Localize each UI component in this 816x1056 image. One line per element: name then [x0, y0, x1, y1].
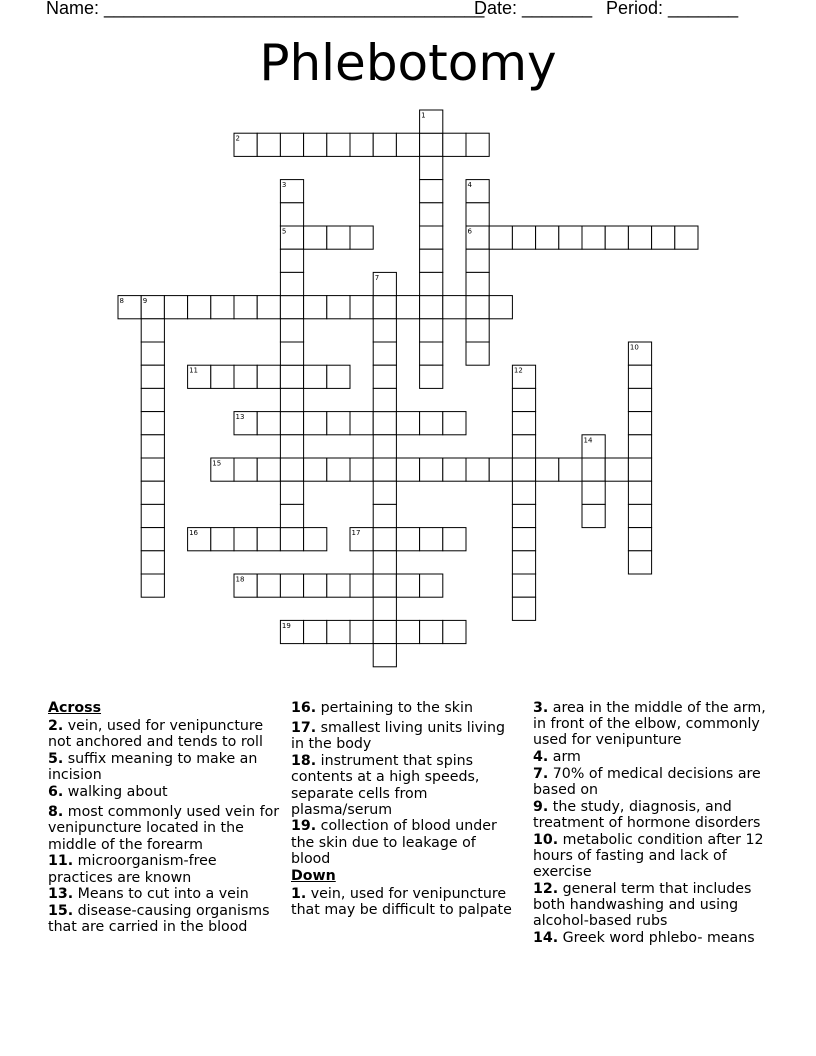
grid-cell[interactable] [280, 342, 303, 365]
grid-cell[interactable] [280, 458, 303, 481]
grid-cell[interactable] [327, 133, 350, 156]
grid-cell[interactable] [141, 551, 164, 574]
grid-cell[interactable] [304, 412, 327, 435]
grid-cell[interactable] [489, 226, 512, 249]
grid-cell[interactable] [628, 458, 651, 481]
grid-cell[interactable] [443, 133, 466, 156]
grid-cell[interactable] [257, 133, 280, 156]
grid-cell[interactable] [327, 296, 350, 319]
grid-cell[interactable] [280, 574, 303, 597]
grid-cell[interactable] [396, 620, 419, 643]
grid-cell[interactable] [280, 504, 303, 527]
clue-across-2: 2. vein, used for venipuncture not anchored and tends to roll [48, 718, 264, 751]
grid-cell[interactable] [350, 133, 373, 156]
grid-cell[interactable] [234, 528, 257, 551]
grid-cell[interactable] [396, 412, 419, 435]
grid-cell[interactable] [536, 458, 559, 481]
grid-clue-number: 8 [119, 297, 124, 306]
grid-cell[interactable] [141, 319, 164, 342]
grid-cell[interactable] [327, 620, 350, 643]
grid-cell[interactable] [512, 481, 535, 504]
grid-clue-number: 10 [629, 343, 639, 352]
grid-cell[interactable] [350, 458, 373, 481]
grid-clue-number: 9 [142, 297, 148, 306]
grid-cell[interactable] [443, 458, 466, 481]
grid-cell[interactable] [280, 203, 303, 226]
clue-column-2 [291, 700, 517, 919]
grid-cell[interactable] [257, 574, 280, 597]
grid-cell[interactable] [466, 342, 489, 365]
grid-cell[interactable] [420, 203, 443, 226]
grid-cell[interactable] [420, 156, 443, 179]
grid-cell[interactable] [373, 574, 396, 597]
grid-cell[interactable] [420, 458, 443, 481]
clue-down-10: 10. metabolic condition after 12 hours of fasting and lack of exercise [533, 831, 764, 881]
grid-cell[interactable] [420, 365, 443, 388]
grid-cell[interactable] [396, 528, 419, 551]
grid-cell[interactable] [327, 226, 350, 249]
grid-cell[interactable] [582, 226, 605, 249]
grid-cell[interactable] [466, 203, 489, 226]
page-title: Phlebotomy [259, 34, 557, 92]
grid-cell[interactable] [373, 458, 396, 481]
grid-clue-number: 15 [212, 459, 222, 468]
grid-cell[interactable] [443, 296, 466, 319]
grid-cell[interactable] [420, 180, 443, 203]
grid-cell[interactable] [211, 296, 234, 319]
grid-cell[interactable] [373, 388, 396, 411]
grid-cell[interactable] [420, 249, 443, 272]
grid-clue-number: 12 [513, 366, 523, 375]
clue-down-4: 4. arm [533, 749, 581, 766]
grid-cell[interactable] [536, 226, 559, 249]
grid-cell[interactable] [141, 528, 164, 551]
grid-clue-number: 5 [281, 227, 287, 236]
down-heading: Down [291, 867, 336, 884]
grid-cell[interactable] [280, 296, 303, 319]
grid-cell[interactable] [257, 365, 280, 388]
grid-cell[interactable] [396, 458, 419, 481]
grid-cell[interactable] [582, 481, 605, 504]
grid-cell[interactable] [559, 458, 582, 481]
clue-across-15: 15. disease-causing organisms that are carried in the blood [48, 902, 270, 936]
grid-cell[interactable] [373, 504, 396, 527]
grid-cell[interactable] [234, 296, 257, 319]
grid-cell[interactable] [420, 133, 443, 156]
grid-cell[interactable] [628, 481, 651, 504]
grid-cell[interactable] [234, 458, 257, 481]
clue-column-3 [533, 700, 773, 947]
grid-cell[interactable] [280, 412, 303, 435]
grid-cell[interactable] [466, 296, 489, 319]
grid-cell[interactable] [420, 342, 443, 365]
grid-cell[interactable] [443, 620, 466, 643]
grid-cell[interactable] [443, 412, 466, 435]
grid-cell[interactable] [396, 296, 419, 319]
grid-cell[interactable] [280, 319, 303, 342]
clue-down-12: 12. general term that includes both handwashing and using alcohol-based rubs [533, 880, 752, 930]
clue-down-9: 9. the study, diagnosis, and treatment of hormone disorders [533, 798, 761, 831]
grid-cell[interactable] [373, 481, 396, 504]
grid-cell[interactable] [188, 296, 211, 319]
grid-cell[interactable] [652, 226, 675, 249]
grid-cell[interactable] [141, 481, 164, 504]
grid-clue-number: 3 [281, 181, 287, 190]
clue-across-6: 6. walking about [48, 784, 168, 801]
grid-cell[interactable] [327, 574, 350, 597]
name-field[interactable]: Name: ______________________________________ [46, 0, 485, 18]
grid-cell[interactable] [304, 458, 327, 481]
grid-cell[interactable] [628, 226, 651, 249]
grid-cell[interactable] [582, 458, 605, 481]
grid-cell[interactable] [512, 435, 535, 458]
grid-cell[interactable] [466, 249, 489, 272]
grid-cell[interactable] [373, 365, 396, 388]
grid-cell[interactable] [211, 528, 234, 551]
grid-cell[interactable] [512, 528, 535, 551]
grid-cell[interactable] [373, 412, 396, 435]
grid-cell[interactable] [420, 620, 443, 643]
grid-cell[interactable] [512, 551, 535, 574]
grid-cell[interactable] [304, 574, 327, 597]
grid-cell[interactable] [280, 388, 303, 411]
grid-cell[interactable] [327, 412, 350, 435]
grid-cell[interactable] [373, 319, 396, 342]
grid-cell[interactable] [257, 412, 280, 435]
grid-cell[interactable] [304, 133, 327, 156]
grid-cell[interactable] [280, 435, 303, 458]
grid-cell[interactable] [257, 528, 280, 551]
grid-cell[interactable] [141, 365, 164, 388]
grid-cell[interactable] [280, 249, 303, 272]
grid-cell[interactable] [605, 226, 628, 249]
grid-cell[interactable] [466, 458, 489, 481]
grid-cell[interactable] [512, 597, 535, 620]
grid-clue-number: 18 [235, 575, 245, 584]
grid-cell[interactable] [327, 365, 350, 388]
grid-cell[interactable] [675, 226, 698, 249]
grid-cell[interactable] [512, 504, 535, 527]
grid-cell[interactable] [141, 504, 164, 527]
grid-cell[interactable] [141, 412, 164, 435]
grid-cell[interactable] [350, 296, 373, 319]
grid-cell[interactable] [373, 528, 396, 551]
grid-cell[interactable] [420, 226, 443, 249]
grid-clue-number: 1 [421, 111, 426, 120]
grid-cell[interactable] [420, 574, 443, 597]
grid-cell[interactable] [373, 296, 396, 319]
grid-cell[interactable] [327, 458, 350, 481]
grid-cell[interactable] [280, 528, 303, 551]
grid-cell[interactable] [304, 528, 327, 551]
grid-cell[interactable] [420, 319, 443, 342]
grid-cell[interactable] [304, 365, 327, 388]
grid-cell[interactable] [280, 133, 303, 156]
clue-column-1 [48, 700, 280, 936]
period-field[interactable]: Period: _______ [606, 0, 739, 18]
grid-cell[interactable] [141, 388, 164, 411]
grid-cell[interactable] [373, 597, 396, 620]
grid-cell[interactable] [420, 296, 443, 319]
grid-cell[interactable] [512, 226, 535, 249]
across-heading: Across [48, 700, 102, 716]
grid-cell[interactable] [628, 551, 651, 574]
grid-cell[interactable] [141, 458, 164, 481]
grid-cell[interactable] [420, 412, 443, 435]
grid-cell[interactable] [582, 504, 605, 527]
grid-cell[interactable] [141, 574, 164, 597]
grid-cell[interactable] [350, 574, 373, 597]
grid-cell[interactable] [628, 388, 651, 411]
grid-cell[interactable] [628, 504, 651, 527]
clue-across-5: 5. suffix meaning to make an incision [48, 751, 258, 784]
clue-across-8: 8. most commonly used vein for venipuncture located in the middle of the forearm [48, 804, 280, 853]
grid-cell[interactable] [512, 574, 535, 597]
grid-cell[interactable] [350, 226, 373, 249]
clue-across-11: 11. microorganism-free practices are known [48, 853, 217, 886]
grid-cell[interactable] [396, 574, 419, 597]
grid-cell[interactable] [420, 528, 443, 551]
grid-cell[interactable] [605, 458, 628, 481]
grid-cell[interactable] [628, 412, 651, 435]
grid-cell[interactable] [280, 481, 303, 504]
grid-cell[interactable] [512, 388, 535, 411]
grid-cell[interactable] [141, 342, 164, 365]
clue-down-14: 14. Greek word phlebo- means [533, 929, 755, 946]
grid-cell[interactable] [512, 412, 535, 435]
grid-cell[interactable] [164, 296, 187, 319]
grid-cell[interactable] [373, 644, 396, 667]
grid-cell[interactable] [234, 365, 257, 388]
clue-across-19: 19. collection of blood under the skin due to leakage of blood [291, 818, 497, 867]
grid-cell[interactable] [373, 133, 396, 156]
grid-clue-number: 16 [189, 529, 199, 538]
grid-cell[interactable] [628, 435, 651, 458]
clue-across-13: 13. Means to cut into a vein [48, 886, 249, 903]
grid-cell[interactable] [257, 296, 280, 319]
grid-cell[interactable] [304, 226, 327, 249]
grid-cell[interactable] [628, 365, 651, 388]
grid-cell[interactable] [304, 296, 327, 319]
grid-cell[interactable] [373, 342, 396, 365]
grid-clue-number: 7 [374, 273, 380, 282]
grid-clue-number: 11 [189, 366, 199, 375]
clue-across-16: 16. pertaining to the skin [291, 700, 473, 716]
clue-down-7: 7. 70% of medical decisions are based on [533, 765, 761, 799]
grid-cell[interactable] [211, 365, 234, 388]
grid-cell[interactable] [373, 435, 396, 458]
grid-clue-number: 13 [235, 413, 245, 422]
clue-down-1: 1. vein, used for venipuncture that may be difficult to palpate [291, 885, 512, 918]
clue-across-17: 17. smallest living units living in the body [291, 720, 505, 753]
grid-cell[interactable] [350, 412, 373, 435]
grid-cell[interactable] [466, 319, 489, 342]
grid-cell[interactable] [466, 133, 489, 156]
grid-cell[interactable] [350, 620, 373, 643]
grid-cell[interactable] [489, 296, 512, 319]
date-field[interactable]: Date: _______ [474, 0, 593, 18]
grid-cell[interactable] [420, 272, 443, 295]
clue-down-3: 3. area in the middle of the arm, in front of the elbow, commonly used for venipunture [533, 700, 766, 749]
grid-clue-number: 6 [467, 227, 472, 236]
grid-cell[interactable] [443, 528, 466, 551]
grid-cell[interactable] [373, 551, 396, 574]
grid-cell[interactable] [304, 620, 327, 643]
grid-cell[interactable] [489, 458, 512, 481]
grid-clue-number: 2 [235, 134, 240, 143]
grid-cell[interactable] [559, 226, 582, 249]
grid-cell[interactable] [512, 458, 535, 481]
grid-clue-number: 4 [467, 181, 472, 190]
clue-across-18: 18. instrument that spins contents at a high speeds, separate cells from plasma/serum [291, 753, 480, 818]
grid-cell[interactable] [257, 458, 280, 481]
grid-cell[interactable] [373, 620, 396, 643]
grid-cell[interactable] [280, 272, 303, 295]
grid-cell[interactable] [628, 528, 651, 551]
grid-cell[interactable] [280, 365, 303, 388]
grid-cell[interactable] [396, 133, 419, 156]
grid-clue-number: 17 [351, 529, 361, 538]
grid-cell[interactable] [466, 272, 489, 295]
grid-cell[interactable] [141, 435, 164, 458]
grid-clue-number: 14 [583, 436, 593, 445]
grid-clue-number: 19 [281, 621, 291, 630]
